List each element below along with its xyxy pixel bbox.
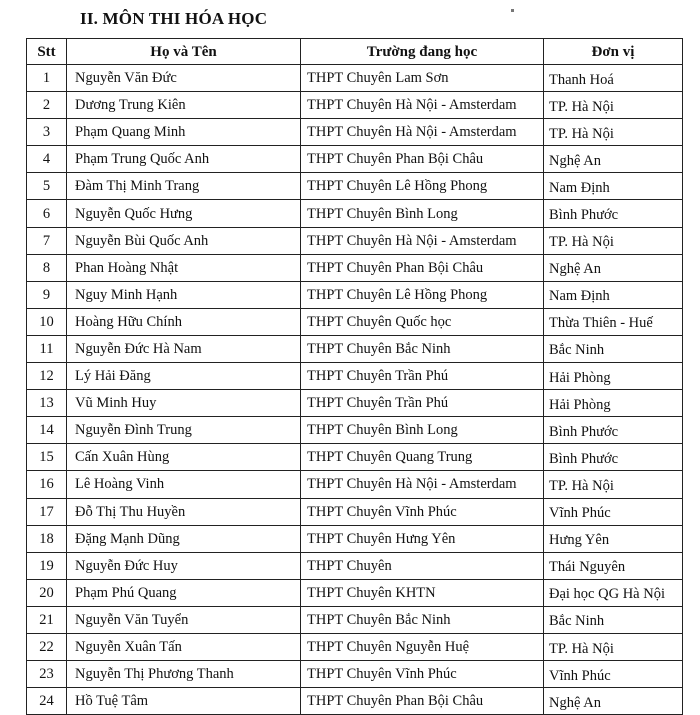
cell-school: THPT Chuyên Trần Phú — [301, 363, 544, 390]
table-row — [27, 308, 683, 335]
cell-stt: 13 — [27, 390, 67, 417]
cell-school: THPT Chuyên Lê Hồng Phong — [301, 173, 544, 200]
cell-unit: Nam Định — [544, 281, 683, 308]
table-row — [27, 92, 683, 119]
cell-stt: 10 — [27, 308, 67, 335]
cell-stt: 3 — [27, 119, 67, 146]
cell-school: THPT Chuyên Phan Bội Châu — [301, 688, 544, 715]
cell-unit: Vĩnh Phúc — [544, 498, 683, 525]
cell-school: THPT Chuyên Lê Hồng Phong — [301, 281, 544, 308]
cell-stt: 12 — [27, 363, 67, 390]
cell-name: Nguyễn Xuân Tấn — [67, 633, 301, 660]
table-row — [27, 119, 683, 146]
cell-school: THPT Chuyên Trần Phú — [301, 390, 544, 417]
cell-school: THPT Chuyên Hà Nội - Amsterdam — [301, 227, 544, 254]
cell-stt: 17 — [27, 498, 67, 525]
table-row — [27, 552, 683, 579]
cell-school: THPT Chuyên Bình Long — [301, 200, 544, 227]
cell-stt: 11 — [27, 335, 67, 362]
results-table — [26, 38, 683, 715]
cell-name: Nguyễn Đức Huy — [67, 552, 301, 579]
cell-name: Nguyễn Đức Hà Nam — [67, 335, 301, 362]
table-body — [27, 65, 683, 715]
table-row — [27, 173, 683, 200]
cell-unit: Bình Phước — [544, 417, 683, 444]
table-row — [27, 525, 683, 552]
cell-stt: 16 — [27, 471, 67, 498]
cell-school: THPT Chuyên Lam Sơn — [301, 65, 544, 92]
cell-unit: Nghệ An — [544, 254, 683, 281]
cell-school: THPT Chuyên Hà Nội - Amsterdam — [301, 471, 544, 498]
cell-unit: Đại học QG Hà Nội — [544, 579, 683, 606]
cell-school: THPT Chuyên Hà Nội - Amsterdam — [301, 92, 544, 119]
cell-stt: 14 — [27, 417, 67, 444]
cell-school: THPT Chuyên Quang Trung — [301, 444, 544, 471]
cell-unit: TP. Hà Nội — [544, 227, 683, 254]
cell-school: THPT Chuyên Bắc Ninh — [301, 606, 544, 633]
table-row — [27, 471, 683, 498]
cell-stt: 5 — [27, 173, 67, 200]
cell-name: Vũ Minh Huy — [67, 390, 301, 417]
table-row — [27, 65, 683, 92]
cell-unit: Nam Định — [544, 173, 683, 200]
cell-stt: 4 — [27, 146, 67, 173]
cell-name: Hoàng Hữu Chính — [67, 308, 301, 335]
table-row — [27, 227, 683, 254]
cell-school: THPT Chuyên Quốc học — [301, 308, 544, 335]
table-row — [27, 390, 683, 417]
cell-unit: Nghệ An — [544, 146, 683, 173]
cell-stt: 18 — [27, 525, 67, 552]
cell-school: THPT Chuyên Nguyễn Huệ — [301, 633, 544, 660]
cell-unit: Thái Nguyên — [544, 552, 683, 579]
cell-name: Đàm Thị Minh Trang — [67, 173, 301, 200]
cell-name: Nguyễn Đình Trung — [67, 417, 301, 444]
cell-stt: 22 — [27, 633, 67, 660]
cell-school: THPT Chuyên Bình Long — [301, 417, 544, 444]
cell-unit: Hưng Yên — [544, 525, 683, 552]
cell-unit: Hải Phòng — [544, 363, 683, 390]
cell-school: THPT Chuyên Vĩnh Phúc — [301, 498, 544, 525]
cell-stt: 2 — [27, 92, 67, 119]
table-row — [27, 633, 683, 660]
cell-name: Nguyễn Văn Đức — [67, 65, 301, 92]
cell-name: Lý Hải Đăng — [67, 363, 301, 390]
header-unit: Đơn vị — [544, 39, 683, 65]
cell-unit: TP. Hà Nội — [544, 92, 683, 119]
header-name: Họ và Tên — [67, 39, 301, 65]
table-row — [27, 335, 683, 362]
cell-unit: TP. Hà Nội — [544, 471, 683, 498]
cell-stt: 9 — [27, 281, 67, 308]
cell-name: Hồ Tuệ Tâm — [67, 688, 301, 715]
section-title: II. MÔN THI HÓA HỌC — [80, 9, 268, 28]
cell-unit: Thanh Hoá — [544, 65, 683, 92]
cell-school: THPT Chuyên Hưng Yên — [301, 525, 544, 552]
cell-stt: 1 — [27, 65, 67, 92]
cell-stt: 7 — [27, 227, 67, 254]
cell-name: Lê Hoàng Vinh — [67, 471, 301, 498]
cell-name: Nguyễn Bùi Quốc Anh — [67, 227, 301, 254]
cell-school: THPT Chuyên Hà Nội - Amsterdam — [301, 119, 544, 146]
cell-name: Phạm Phú Quang — [67, 579, 301, 606]
cell-name: Cấn Xuân Hùng — [67, 444, 301, 471]
cell-school: THPT Chuyên Vĩnh Phúc — [301, 661, 544, 688]
table-row — [27, 417, 683, 444]
cell-name: Nguyễn Quốc Hưng — [67, 200, 301, 227]
table-header-row — [27, 39, 683, 65]
table-row — [27, 579, 683, 606]
cell-unit: TP. Hà Nội — [544, 119, 683, 146]
cell-unit: Bắc Ninh — [544, 606, 683, 633]
cell-unit: Nghệ An — [544, 688, 683, 715]
cell-school: THPT Chuyên Phan Bội Châu — [301, 146, 544, 173]
cell-unit: Vĩnh Phúc — [544, 661, 683, 688]
cell-school: THPT Chuyên — [301, 552, 544, 579]
cell-stt: 6 — [27, 200, 67, 227]
table-row — [27, 363, 683, 390]
cell-unit: Bình Phước — [544, 200, 683, 227]
cell-unit: Thừa Thiên - Huế — [544, 308, 683, 335]
cell-stt: 19 — [27, 552, 67, 579]
cell-stt: 15 — [27, 444, 67, 471]
table-row — [27, 661, 683, 688]
table-row — [27, 606, 683, 633]
cell-name: Nguyễn Thị Phương Thanh — [67, 661, 301, 688]
table-row — [27, 254, 683, 281]
cell-school: THPT Chuyên KHTN — [301, 579, 544, 606]
cell-stt: 23 — [27, 661, 67, 688]
cell-unit: Hải Phòng — [544, 390, 683, 417]
cell-stt: 21 — [27, 606, 67, 633]
cell-name: Đỗ Thị Thu Huyền — [67, 498, 301, 525]
cell-stt: 20 — [27, 579, 67, 606]
cell-stt: 8 — [27, 254, 67, 281]
table-row — [27, 281, 683, 308]
cell-school: THPT Chuyên Phan Bội Châu — [301, 254, 544, 281]
table-row — [27, 200, 683, 227]
table-row — [27, 498, 683, 525]
table-row — [27, 146, 683, 173]
header-school: Trường đang học — [301, 39, 544, 65]
cell-stt: 24 — [27, 688, 67, 715]
header-stt: Stt — [27, 39, 67, 65]
cell-name: Đặng Mạnh Dũng — [67, 525, 301, 552]
cell-unit: Bình Phước — [544, 444, 683, 471]
cell-name: Nguyễn Văn Tuyển — [67, 606, 301, 633]
cell-unit: Bắc Ninh — [544, 335, 683, 362]
cell-name: Dương Trung Kiên — [67, 92, 301, 119]
cell-name: Phạm Trung Quốc Anh — [67, 146, 301, 173]
table-row — [27, 688, 683, 715]
cell-name: Phan Hoàng Nhật — [67, 254, 301, 281]
cell-name: Phạm Quang Minh — [67, 119, 301, 146]
scan-speck — [511, 9, 514, 12]
table-row — [27, 444, 683, 471]
cell-school: THPT Chuyên Bắc Ninh — [301, 335, 544, 362]
cell-name: Nguy Minh Hạnh — [67, 281, 301, 308]
cell-unit: TP. Hà Nội — [544, 633, 683, 660]
